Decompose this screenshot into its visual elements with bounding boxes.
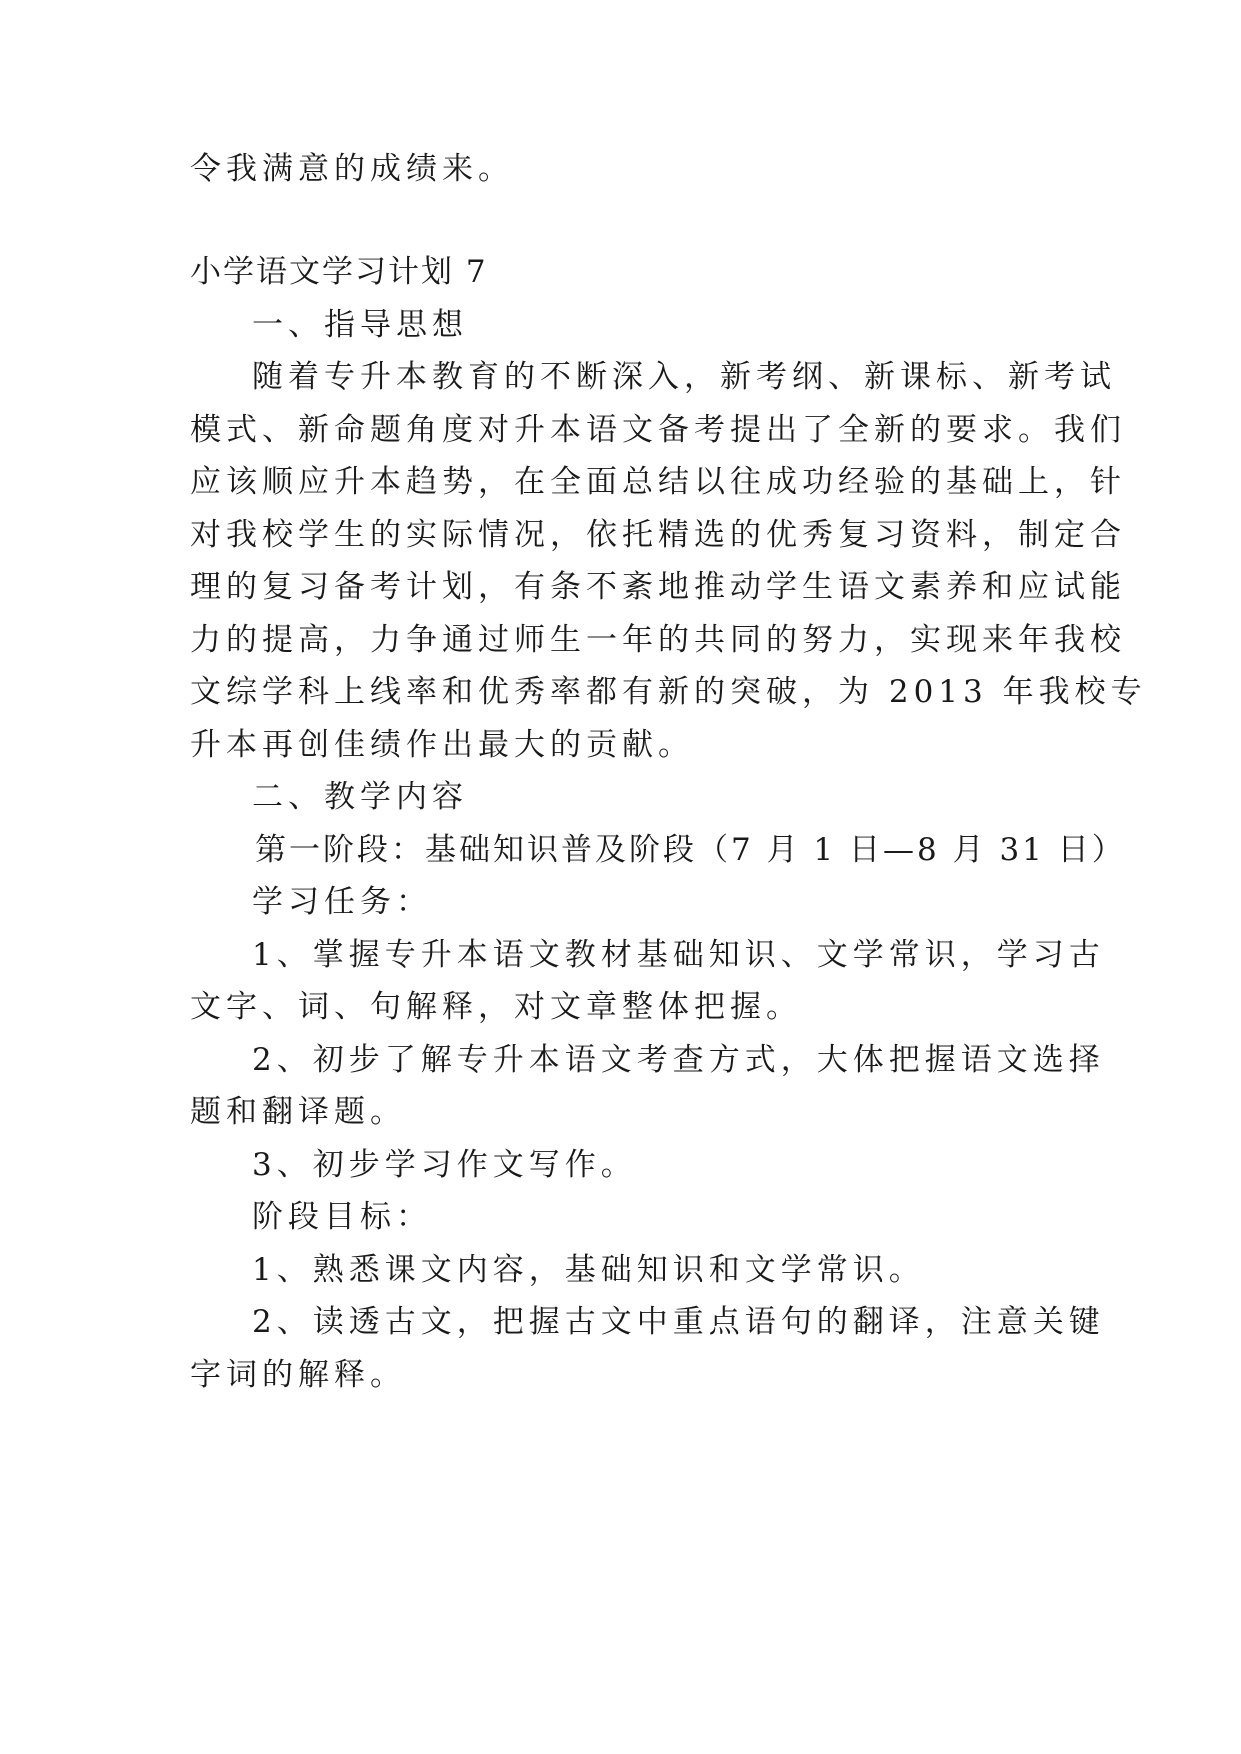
list-item-line: 题和翻译题。: [190, 1094, 406, 1130]
list-item-line: 1、掌握专升本语文教材基础知识、文学常识，学习古: [252, 937, 1105, 973]
subheading: 学习任务：: [252, 884, 432, 920]
paragraph-line: 模式、新命题角度对升本语文备考提出了全新的要求。我们: [190, 412, 1126, 448]
list-item-line: 1、熟悉课文内容，基础知识和文学常识。: [252, 1252, 925, 1288]
list-item-line: 2、读透古文，把握古文中重点语句的翻译，注意关键: [252, 1304, 1105, 1340]
section-title: 小学语文学习计划 7: [190, 254, 488, 290]
paragraph-line: 文综学科上线率和优秀率都有新的突破，为 2013 年我校专: [190, 674, 1147, 710]
paragraph-line: 力的提高，力争通过师生一年的共同的努力，实现来年我校: [190, 622, 1126, 658]
list-item-line: 2、初步了解专升本语文考查方式，大体把握语文选择: [252, 1042, 1105, 1078]
subheading: 阶段目标：: [252, 1199, 432, 1235]
section-heading: 二、教学内容: [252, 779, 468, 815]
list-item-line: 3、初步学习作文写作。: [252, 1147, 637, 1183]
paragraph-line: 随着专升本教育的不断深入，新考纲、新课标、新考试: [252, 359, 1116, 395]
list-item-line: 文字、词、句解释，对文章整体把握。: [190, 989, 802, 1025]
list-item-line: 字词的解释。: [190, 1357, 406, 1393]
paragraph-line: 应该顺应升本趋势，在全面总结以往成功经验的基础上，针: [190, 464, 1126, 500]
stage-heading: 第一阶段：基础知识普及阶段（7 月 1 日—8 月 31 日）: [255, 832, 1126, 868]
paragraph-line: 理的复习备考计划，有条不紊地推动学生语文素养和应试能: [190, 569, 1126, 605]
section-heading: 一、指导思想: [252, 307, 468, 343]
text-line: 令我满意的成绩来。: [190, 151, 514, 187]
paragraph-line: 对我校学生的实际情况，依托精选的优秀复习资料，制定合: [190, 517, 1126, 553]
paragraph-line: 升本再创佳绩作出最大的贡献。: [190, 727, 694, 763]
